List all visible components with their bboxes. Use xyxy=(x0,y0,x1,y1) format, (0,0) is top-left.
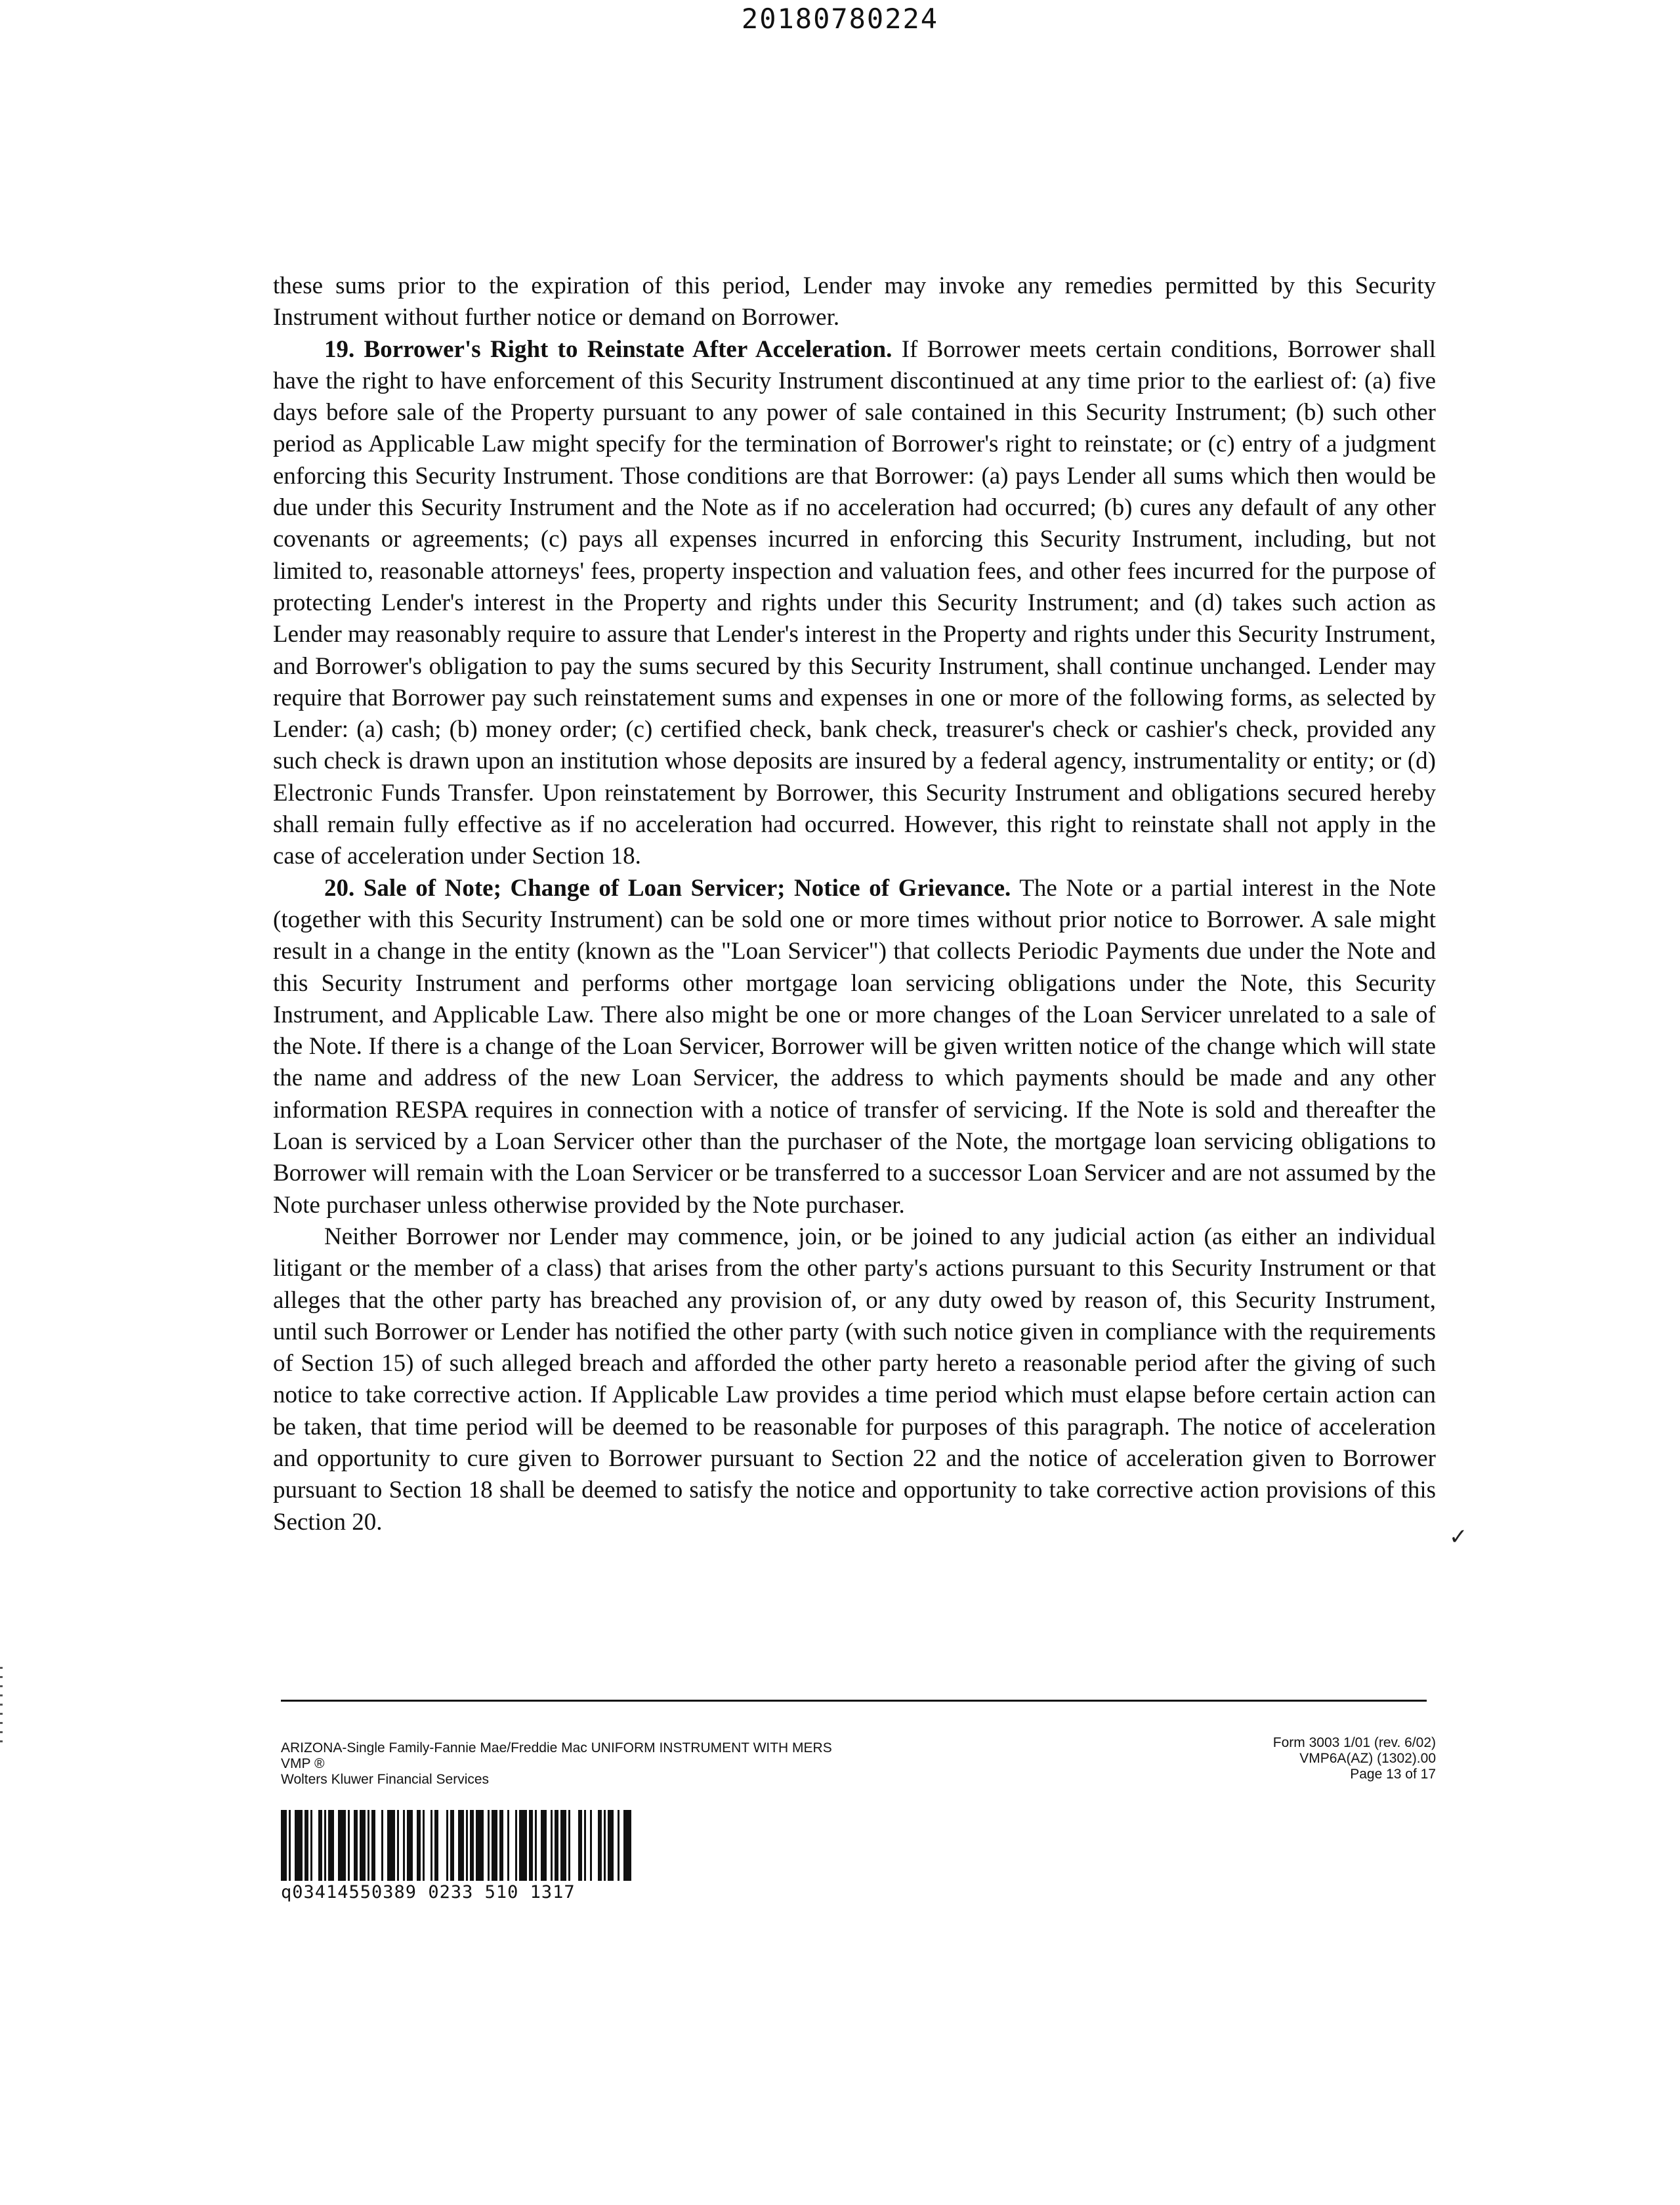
barcode-bar xyxy=(450,1810,454,1881)
barcode-bar xyxy=(598,1810,602,1881)
barcode-image xyxy=(281,1810,730,1881)
footer-form-number: Form 3003 1/01 (rev. 6/02) xyxy=(1272,1735,1436,1750)
barcode-bar xyxy=(310,1810,312,1881)
barcode-bar xyxy=(466,1810,468,1881)
barcode-bar xyxy=(360,1810,366,1881)
barcode-bar xyxy=(618,1810,620,1881)
barcode-bar xyxy=(318,1810,322,1881)
barcode-bar xyxy=(578,1810,582,1881)
barcode-bar xyxy=(551,1810,553,1881)
barcode-bar xyxy=(328,1810,334,1881)
section-19-text: If Borrower meets certain conditions, Borrower shall have the right to have enforcement of this Security Instrument discontinued at any time prior to the earliest of: (a) five days before sale of the Property pursuant to any power of sale contained in this Security Instrument; (b) such other period as Applicable Law might specify for the termination of Borrower's right to reinstate; or (c) entry of a judgment enforcing this Security Instrument. Those conditions are that Borrower: (a) pays Lender all sums which then would be due under this Security Instrument and the Note as if no acceleration had occurred; (b) cures any default of any other covenants or agreements; (c) pays all expenses incurred in enforcing this Security Instrument, including, but not limited to, reasonable attorneys' fees, property inspection and valuation fees, and other fees incurred for the purpose of protecting Lender's interest in the Property and rights under this Security Instrument; and (d) takes such action as Lender may reasonably require to assure that Lender's interest in the Property and rights under this Security Instrument, and Borrower's obligation to pay the sums secured by this Security Instrument, shall continue unchanged. Lender may require that Borrower pay such reinstatement sums and expenses in one or more of the following forms, as selected by Lender: (a) cash; (b) money order; (c) certified check, bank check, treasurer's check or cashier's check, provided any such check is drawn upon an institution whose deposits are insured by a federal agency, instrumentality or entity; or (d) Electronic Funds Transfer. Upon reinstatement by Borrower, this Security Instrument and obligations secured hereby shall remain fully effective as if no acceleration had occurred. However, this right to reinstate shall not apply in the case of acceleration under Section 18. xyxy=(273,335,1437,870)
barcode-bar xyxy=(338,1810,346,1881)
footer-page-label: Page 13 of 17 xyxy=(1350,1767,1436,1782)
barcode-bar xyxy=(568,1810,570,1881)
footer-vendor-mark: VMP ® xyxy=(281,1756,325,1771)
footer-divider xyxy=(281,1700,1427,1702)
barcode-bar xyxy=(470,1810,474,1881)
section-19-heading: 19. Borrower's Right to Reinstate After Acceleration. xyxy=(324,335,892,363)
barcode-bar xyxy=(423,1810,425,1881)
barcode-bar xyxy=(295,1810,303,1881)
barcode-bar xyxy=(476,1810,484,1881)
scan-edge-marks xyxy=(0,1667,3,1746)
footer-form-code: VMP6A(AZ) (1302).00 xyxy=(1299,1751,1436,1766)
footer-publisher: Wolters Kluwer Financial Services xyxy=(281,1772,490,1787)
barcode-bar xyxy=(488,1810,490,1881)
barcode-bar xyxy=(529,1810,533,1881)
section-20-paragraph-2: Neither Borrower nor Lender may commence, join, or be joined to any judicial action (as either an individual litigant or the member of a class) that arises from the other party's actions pursuant to this Security Instrument or that alleges that the other party has breached any provision of, or any duty owed by reason of, this Security Instrument, until such Borrower or Lender has notified the other party (with such notice given in compliance with the requirements of Section 15) of such alleged breach and afforded the other party hereto a reasonable period after the giving of such notice to take corrective action. If Applicable Law provides a time period which must elapse before certain action can be taken, that time period will be deemed to be reasonable for purposes of this paragraph. The notice of acceleration and opportunity to cure given to Borrower pursuant to Section 22 and the notice of acceleration given to Borrower pursuant to Section 18 shall be deemed to satisfy the notice and opportunity to take corrective action provisions of this Section 20. xyxy=(273,1223,1436,1536)
barcode-bar xyxy=(623,1810,631,1881)
barcode-bar xyxy=(541,1810,547,1881)
barcode-bar xyxy=(515,1810,517,1881)
barcode-bar xyxy=(604,1810,606,1881)
barcode-bar xyxy=(430,1810,432,1881)
barcode-bar xyxy=(560,1810,566,1881)
barcode-bar xyxy=(324,1810,326,1881)
barcode-number: q03414550389 0233 510 1317 xyxy=(281,1882,576,1902)
footer-left-block xyxy=(281,1740,832,1788)
barcode-bar xyxy=(434,1810,438,1881)
barcode-bar xyxy=(381,1810,383,1881)
barcode-bar xyxy=(397,1810,399,1881)
barcode-bar xyxy=(289,1810,291,1881)
barcode-bar xyxy=(387,1810,395,1881)
barcode-bar xyxy=(590,1810,592,1881)
barcode-bar xyxy=(371,1810,375,1881)
barcode-bar xyxy=(507,1810,509,1881)
barcode-bar xyxy=(403,1810,405,1881)
margin-check-mark: ✓ xyxy=(1449,1525,1468,1549)
barcode-bar xyxy=(354,1810,358,1881)
paragraph-continuation: these sums prior to the expiration of this period, Lender may invoke any remedies permitted by this Security Instrument without further notice or demand on Borrower. xyxy=(273,272,1436,331)
barcode-bar xyxy=(499,1810,503,1881)
barcode-bar xyxy=(368,1810,369,1881)
footer-right-block xyxy=(1273,1735,1436,1782)
barcode-bar xyxy=(584,1810,586,1881)
document-number: 20180780224 xyxy=(741,3,939,35)
barcode-bar xyxy=(446,1810,448,1881)
barcode-bar xyxy=(348,1810,350,1881)
document-body xyxy=(273,270,1436,1538)
section-20-text: The Note or a partial interest in the Note (together with this Security Instrument) can be sold one or more times without prior notice to Borrower. A sale might result in a change in the entity (known as the "Loan Servicer") that collects Periodic Payments due under the Note and this Security Instrument and performs other mortgage loan servicing obligations under the Note, this Security Instrument, and Applicable Law. There also might be one or more changes of the Loan Servicer unrelated to a sale of the Note. If there is a change of the Loan Servicer, Borrower will be given written notice of the change which will state the name and address of the new Loan Servicer, the address to which payments should be made and any other information RESPA requires in connection with a notice of transfer of servicing. If the Note is sold and thereafter the Loan is serviced by a Loan Servicer other than the purchaser of the Note, the mortgage loan servicing obligations to Borrower will remain with the Loan Servicer or be transferred to a successor Loan Servicer and are not assumed by the Note purchaser unless otherwise provided by the Note purchaser. xyxy=(273,874,1436,1219)
barcode-bar xyxy=(519,1810,527,1881)
section-19-paragraph xyxy=(273,334,1436,873)
barcode-bar xyxy=(281,1810,287,1881)
barcode-bar xyxy=(492,1810,497,1881)
barcode-bar xyxy=(535,1810,537,1881)
section-20-heading: 20. Sale of Note; Change of Loan Servicer; Notice of Grievance. xyxy=(324,874,1011,902)
barcode-bar xyxy=(458,1810,464,1881)
section-20-paragraph xyxy=(273,873,1436,1221)
barcode-bar xyxy=(304,1810,308,1881)
footer-form-title: ARIZONA-Single Family-Fannie Mae/Freddie Mac UNIFORM INSTRUMENT WITH MERS xyxy=(281,1740,832,1755)
barcode-bar xyxy=(417,1810,421,1881)
barcode-bar xyxy=(555,1810,558,1881)
barcode-bar xyxy=(608,1810,614,1881)
barcode-bar xyxy=(407,1810,413,1881)
